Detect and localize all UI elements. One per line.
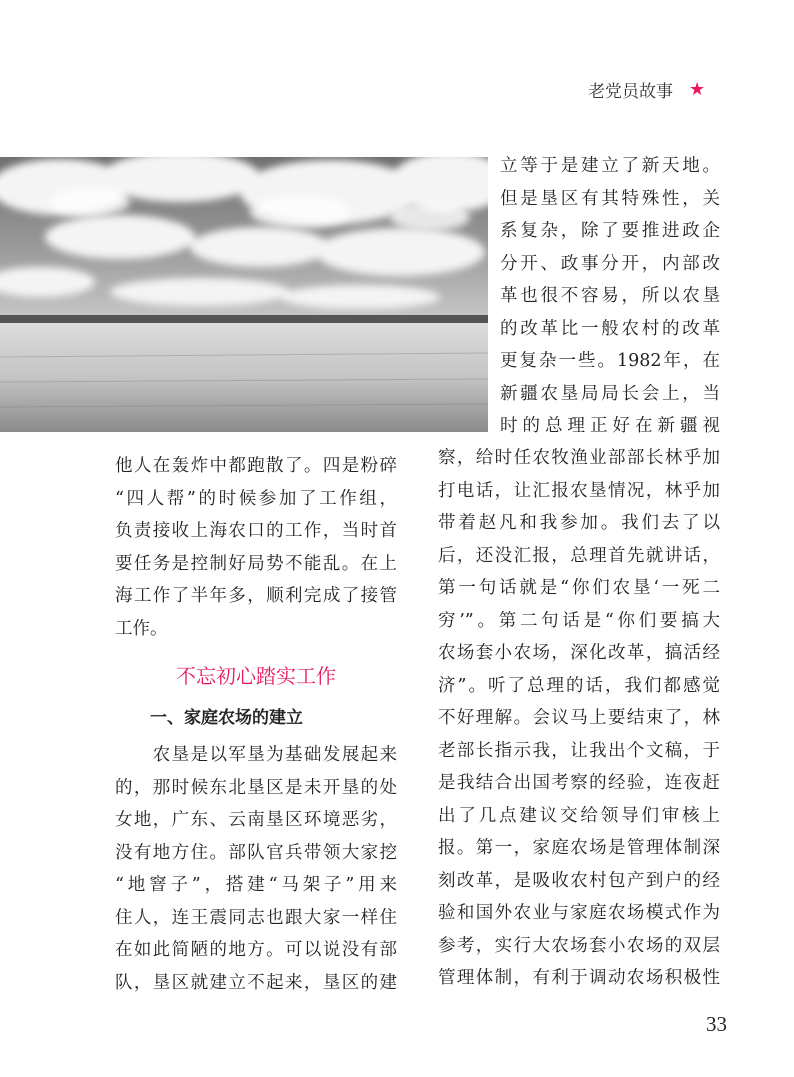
text-line: 女地，广东、云南垦区环境恶劣， [115, 810, 397, 830]
text-line: 后，还没汇报，总理首先就讲话， [438, 545, 720, 566]
text-line: 穷’”。第二句话是“你们要搞大 [438, 610, 720, 631]
text-line: 时的总理正好在新疆视 [500, 416, 720, 436]
text-line: 打电话，让汇报农垦情况，林乎加 [438, 480, 720, 501]
text-line: 海工作了半年多，顺利完成了接管 [115, 586, 397, 606]
text-line: “四人帮”的时候参加了工作组， [115, 488, 397, 509]
right-column-top-text [500, 150, 720, 443]
text-line: 济”。听了总理的话，我们都感觉 [438, 675, 720, 696]
text-line: 管理体制，有利于调动农场积极性 [438, 968, 720, 988]
text-line: 报。第一，家庭农场是管理体制深 [438, 838, 720, 858]
text-line: 农垦是以军垦为基础发展起来 [115, 745, 397, 765]
text-line: 但是垦区有其特殊性，关 [500, 188, 720, 209]
left-column-top-text [115, 450, 397, 645]
text-line: 察，给时任农牧渔业部部长林乎加 [438, 448, 720, 468]
text-line: 在如此简陋的地方。可以说没有部 [115, 940, 397, 960]
text-line: 系复杂，除了要推进政企 [500, 221, 720, 241]
text-line: 革也很不容易，所以农垦 [500, 286, 720, 306]
running-header [588, 76, 705, 102]
right-column-main-text [438, 442, 720, 995]
subsection-title: 一、家庭农场的建立 [150, 708, 303, 728]
landscape-photo-image [0, 157, 488, 432]
text-line: 分开、政事分开，内部改 [500, 253, 720, 274]
left-column-body-text [115, 739, 397, 999]
text-line: 队，垦区就建立不起来，垦区的建 [115, 972, 397, 993]
text-line: 工作。 [115, 618, 168, 639]
text-line: 刻改革，是吸收农村包产到户的经 [438, 870, 720, 891]
page-number: 33 [706, 1012, 727, 1036]
text-line: 带着赵凡和我参加。我们去了以 [438, 513, 720, 533]
text-line: 农场套小农场，深化改革，搞活经 [438, 643, 720, 663]
text-line: 立等于是建立了新天地。 [500, 156, 720, 176]
text-line: 是我结合出国考察的经验，连夜赶 [438, 773, 720, 793]
text-line: 出了几点建议交给领导们审核上 [438, 805, 720, 826]
text-line: 第一句话就是“你们农垦‘一死二 [438, 578, 720, 598]
text-line: 更复杂一些。1982年，在 [500, 351, 720, 371]
text-line: 他人在轰炸中都跑散了。四是粉碎 [115, 456, 397, 476]
section-title: 不忘初心踏实工作 [176, 664, 336, 688]
text-line: 的，那时候东北垦区是未开垦的处 [115, 777, 397, 798]
header-title: 老党员故事 [588, 81, 673, 102]
text-line: 要任务是控制好局势不能乱。在上 [115, 553, 397, 574]
text-line: 负责接收上海农口的工作，当时首 [115, 521, 397, 541]
text-line: 不好理解。会议马上要结束了，林 [438, 708, 720, 728]
text-line: 参考，实行大农场套小农场的双层 [438, 935, 720, 956]
text-line: “地窨子”，搭建“马架子”用来 [115, 875, 397, 895]
text-line: 新疆农垦局局长会上，当 [500, 383, 720, 404]
text-line: 没有地方住。部队官兵带领大家挖 [115, 842, 397, 863]
text-line: 住人，连王震同志也跟大家一样住 [115, 907, 397, 928]
star-icon: ★ [689, 78, 706, 100]
text-line: 老部长指示我，让我出个文稿，于 [438, 740, 720, 761]
text-line: 的改革比一般农村的改革 [500, 318, 720, 339]
text-line: 验和国外农业与家庭农场模式作为 [438, 903, 720, 923]
landscape-photo [0, 157, 488, 432]
